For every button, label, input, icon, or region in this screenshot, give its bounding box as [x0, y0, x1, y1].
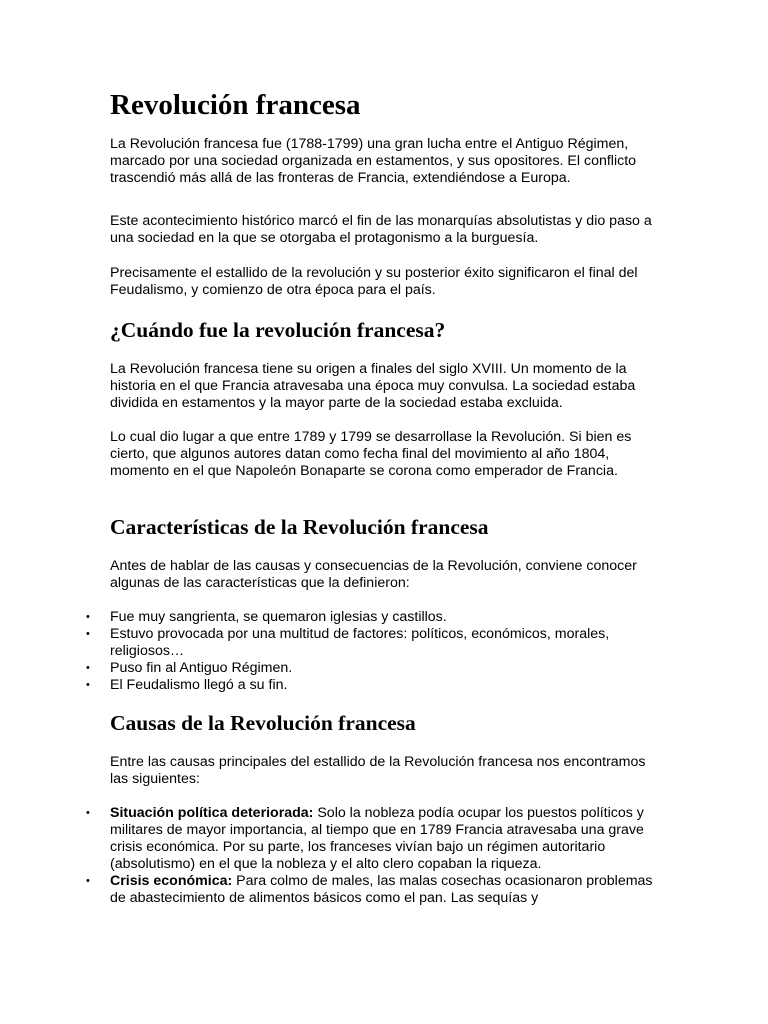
list-item-text: Fue muy sangrienta, se quemaron iglesias y castillos. [110, 609, 447, 625]
bullet-icon: • [86, 679, 90, 691]
section-heading-causes: Causas de la Revolución francesa [110, 711, 416, 735]
intro-paragraph-1: La Revolución francesa fue (1788-1799) una gran lucha entre el Antiguo Régimen, marcado por una sociedad organizada en estamentos, y sus opositores. El conflicto trascendió más allá de las fronteras de Francia, extendiéndose a Europa. [110, 136, 637, 186]
list-item [86, 873, 658, 907]
when-paragraph-2: Lo cual dio lugar a que entre 1789 y 1799 se desarrollase la Revolución. Si bien es cierto, que algunos autores datan como fecha final del movimiento al año 1804, momento en el que Napoleón Bonaparte se corona como emperador de Francia. [110, 429, 632, 479]
section-heading-when: ¿Cuándo fue la revolución francesa? [110, 318, 446, 342]
list-item-text: Puso fin al Antiguo Régimen. [110, 660, 293, 676]
when-paragraph-1: La Revolución francesa tiene su origen a finales del siglo XVIII. Un momento de la historia en el que Francia atravesaba una época muy convulsa. La sociedad estaba dividida en estamentos y la mayor parte de la sociedad estaba excluida. [110, 361, 636, 411]
bullet-icon: • [86, 807, 90, 819]
intro-paragraph-3: Precisamente el estallido de la revolución y su posterior éxito significaron el final del Feudalismo, y comienzo de otra época para el país. [110, 265, 638, 298]
list-item [86, 609, 658, 626]
list-item [86, 660, 658, 677]
list-item [86, 805, 658, 873]
cause-text: Para colmo de males, las malas cosechas ocasionaron problemas de abastecimiento de alimentos básicos como el pan. Las sequías y [110, 873, 653, 906]
cause-text: Solo la nobleza podía ocupar los puestos políticos y militares de mayor importancia, al tiempo que en 1789 Francia atravesaba una grave crisis económica. Por su parte, los franceses vivían bajo un régimen autoritario (absolutismo) en el que la nobleza y el alto clero copaban la riqueza. [110, 805, 644, 872]
list-item-text: Estuvo provocada por una multitud de factores: políticos, económicos, morales, religiosos… [110, 626, 610, 659]
causes-intro: Entre las causas principales del estallido de la Revolución francesa nos encontramos las siguientes: [110, 754, 646, 787]
bullet-icon: • [86, 611, 90, 623]
cause-term: Crisis económica: [110, 873, 233, 889]
bullet-icon: • [86, 875, 90, 887]
page-title: Revolución francesa [110, 89, 361, 121]
features-intro: Antes de hablar de las causas y consecuencias de la Revolución, conviene conocer algunas de las características que la definieron: [110, 558, 637, 591]
list-item [86, 677, 658, 694]
cause-term: Situación política deteriorada: [110, 805, 314, 821]
bullet-icon: • [86, 662, 90, 674]
bullet-icon: • [86, 628, 90, 640]
list-item-text: El Feudalismo llegó a su fin. [110, 677, 288, 693]
section-heading-features: Características de la Revolución francesa [110, 515, 489, 539]
features-list [86, 609, 658, 694]
list-item [86, 626, 658, 660]
causes-list [86, 805, 658, 907]
intro-paragraph-2: Este acontecimiento histórico marcó el fin de las monarquías absolutistas y dio paso a una sociedad en la que se otorgaba el protagonismo a la burguesía. [110, 213, 652, 246]
